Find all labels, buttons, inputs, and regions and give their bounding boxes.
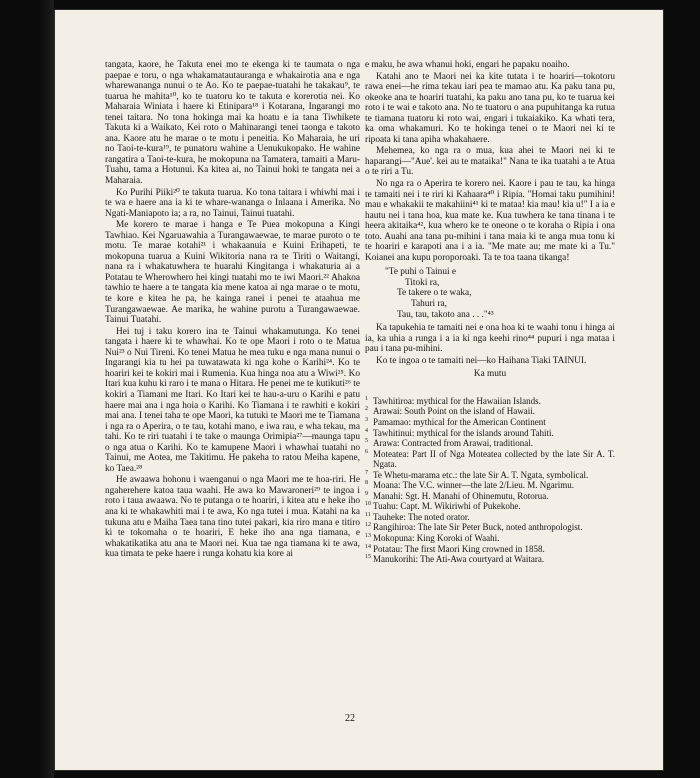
footnote: 13 Mokopuna: King Koroki of Waahi. — [365, 533, 500, 544]
scan-edge-shadow — [40, 0, 54, 778]
footnote: 1 Tawhitiroa: mythical for the Hawaiian Islands. — [365, 395, 541, 406]
footnote: 11 Tauheke: The noted orator. — [365, 511, 470, 522]
signoff: Ka mutu — [473, 369, 507, 380]
footnote: 6 Moteatea: Part II of Nga Moteatea collected by the late Sir A. T. Ngata. — [365, 448, 615, 469]
footnote: 12 Rangihiroa: The late Sir Peter Buck, noted anthropologist. — [365, 522, 583, 533]
paragraph: e maku, he awa whanui hoki, engari he papaku noaiho. — [365, 60, 570, 70]
paragraph: No nga ra o Aperira te korero nei. Kaore i pau te tau, ka hinga te tamaiti nei i te riri ki Kahaara⁴⁰ i Ripia. "Homai taku pumihini! mau e whakakii te makahiini⁴¹ ki te mataa! kia mau! kia u!" I a ia e hautu nei i tana hoa, kua mate ke. Kua tuwhera ke tana tinana i te heera akitaika⁴², kua whero ke te oneone o te koraha o Ripia i ona toto. Auahi ana tana pu-mihini i tana maia ki te anga mua tonu ki te hoariri e karapoti ana i a ia. "Me mate au; me mate ki a Tu." Koianei ana kupu poroporoaki. Ta te toa taana tikanga! — [365, 179, 615, 263]
footnote: 10 Tuahu: Capt. M. Wikiriwhi of Pukekohe. — [365, 501, 521, 512]
paragraph: tangata, kaore, he Takuta enei mo te ekenga ki te taumata o nga paepae e toru, o nga whakamatautauranga e whakairotia ana e nga wharewananga nunui o te Ao. Ko te paepae-tuatahi he takakau⁹, te tuarua he mahita¹⁰, ko te tuatoru ko te takuta e korerotia nei. Ko Maharaia Winiata i haere ki Etinipara¹⁸ i Kotarana, Ingarangi mo tenei taitara. No tona hokinga mai ka hoatu e ia tana Tiwhikete Takuta ki a Waikato, Kei roto o Mahinarangi tenei taonga e takoto ana. Kaore atu he marae o te motu i peneitia. Ko Maharaia, he uri no Taoi-te-kura¹⁹, te punatoru wahine a Uenukukopako. He wahine rangatira a Taoi-te-kura, he mokopuna na Tamatera, tamaiti a Maru-Tuahu, tama a Hotunui. Ka kitea ai, no Tainui hoki te tangata nei a Maharaia. — [105, 60, 360, 187]
paragraph: He awaawa hohonu i waenganui o nga Maori me te hoa-riri. He ngaherehere katoa taua waahi. He awa ko Mawaroneri²⁹ te ingoa i roto i taua awaawa. No te putanga o te hoariri, i kitea atu e heke iho ana ki te whakawhiti mai i te awa, Ko nga tutei i mua. Katahi na ka tukuna atu e Maiha Taea tana tino tutei pakari, kia riro mana e titiro ki te tokomaha o te hoariri, E heke iho ana nga tiamana, e whakatikatika atu ana te Maori nei. Kua tae nga tiamana ki te awa, kua timata te peke haere i runga kohatu kia kore ai — [105, 475, 360, 560]
poem-line: Tahuri ra, — [411, 299, 448, 310]
footnote: 2 Arawai: South Point on the island of Hawaii. — [365, 406, 535, 417]
footnote: 8 Moana: The V.C. winner—the late 2/Lieu. M. Ngarimu. — [365, 480, 574, 491]
right-column — [365, 60, 615, 564]
footnote: 3 Pamamao: mythical for the American Continent — [365, 417, 546, 428]
footnote: 4 Tawhitinui: mythical for the islands around Tahiti. — [365, 427, 554, 438]
poem-line: Titoki ra, — [405, 277, 440, 288]
document-page — [55, 10, 663, 770]
paragraph: Hei tuj i taku korero ina te Tainui whakamutunga. Ko tenei tangata i haere ki te whawhai. Ko te ope Maori i roto o te Matua Nui²³ o Nui Tireni. Ko tenei Matua he mea tuku e nga mana nunui o Ingarangi kia tu hei pa tuwatawata ki nga kohe o Karihi²⁴. Ko te hoariri kei te kokiri mai i Rumenia. Kua hinga noa atu a Wiwi²⁵. Ko Itari kua kuhu ki raro i te mana o Hitara. He penei me te kutikuti²⁶ te kokiri a Tiamani me Itari. Ko Itari kei te hau-a-uru o Karihi e patu haere mai ana i nga hoia o Karihi. Ko Tiamana i te rawhiti e kokiri mai ana. I tenei taha te ope Maori, ka tutuki te Maori me te Tiamana i nga ra o Aperira, o te tau, kotahi mano, e iwa rau, e wha tekau, ma tahi. Ko te riri tuatahi i te take o maunga Orimipia²⁷—maunga tapu o nga atua o Karihi. Ko te kamupene Maori i whawhai tuatahi no Tainui, me Aotea, me Takitimu. He pakeha to ratou Meiha kapene, ko Taea.²⁸ — [105, 326, 360, 474]
poem-line: Tau, tau, takoto ana . . ."⁴³ — [397, 309, 494, 320]
paragraph: Ko te ingoa o te tamaiti nei—ko Haihana Tiaki TAINUI. — [376, 355, 587, 366]
footnotes — [365, 396, 615, 565]
paragraph: Me korero te marae i hanga e Te Puea mokopuna a Kingi Tawhiao. Kei Ngaruawahia a Turangawaewae, te marae puroto o te motu. Te marae kotahi²¹ i whakaanuia e Kuini Erihapeti, te mokopuna tuarua a Kuini Wikitoria nana ra te Tiriti o Waitangi, nana ra i whakatuwhera te huarahi Kingitanga i whakaturia ai a Potatau te Wherowhero hei kingi tuatahi mo te iwi Maori.²² Ahakoa tawhio te haere a te tangata kia mene katoa ai nga marae o te motu, te kore e kitea he pa, he kainga ranei i penei te ataahua me Turangawaewae. Ae marika, he wahine purotu a Turangawaewae. Tainui Tuatahi. — [105, 220, 360, 326]
paragraph: Ko Purihi Piiki²⁰ te takuta tuarua. Ko tona taitara i whiwhi mai i te wa e haere ana ia ki te whare-wananga o Inlaana i Amerika. No Ngati-Maniapoto ia; a ra, no Tainui, Tainui tuatahi. — [105, 187, 360, 219]
poem-quote — [365, 267, 615, 320]
poem-line: Te takere o te waka, — [397, 288, 472, 299]
paragraph: Ka tapukehia te tamaiti nei e ona hoa ki te waahi tonu i hinga ai ia, ka uhia a runga i a ia ki nga keehi rino⁴⁴ pupuri i nga mataa i pau i tana pu-mihini. — [365, 323, 615, 355]
poem-line: "Te puhi o Tainui e — [385, 267, 457, 278]
page-number: 22 — [345, 713, 355, 724]
footnote: 15 Manukorihi: The Ati-Awa courtyard at Waitara. — [365, 554, 545, 565]
footnote: 9 Manahi: Sgt. H. Manahi of Ohinemutu, Rotorua. — [365, 490, 549, 501]
paragraph: Mehemea, ko nga ra o mua, kua ahei te Maori nei ki te haparangi—"Aue'. kei au te mataika!" Nana te ika tuatahi a te Atua o te riri a Tu. — [365, 146, 615, 178]
left-column — [105, 60, 360, 560]
paragraph: Katahi ano te Maori nei ka kite tutata i te hoariri—tokotoru rawa enei—he rima tekau iari pea te mamao atu. Ka paku tana pu, okeoke ana te hoariri tuatahi, ka paku ano tana pu, ko te tuarua kei roto i te wai e takoto ana. No te tuatoru o ana pupuhitanga ka rutua te tiamana tuatoru ki roto wai, engari i tukaiakiko. Ka whati tera, ka oma whakamuri. Ko te hokinga tenei o te Maori nei ki te ripoata ki tana apiha whakahaere. — [365, 71, 615, 145]
footnote: 14 Potatau: The first Maori King crowned in 1858. — [365, 543, 545, 554]
footnote: 5 Arawa: Contracted from Arawai, traditional. — [365, 438, 533, 449]
footnote: 7 Te Whetu-marama etc.: the late Sir A. T. Ngata, symbolical. — [365, 469, 589, 480]
